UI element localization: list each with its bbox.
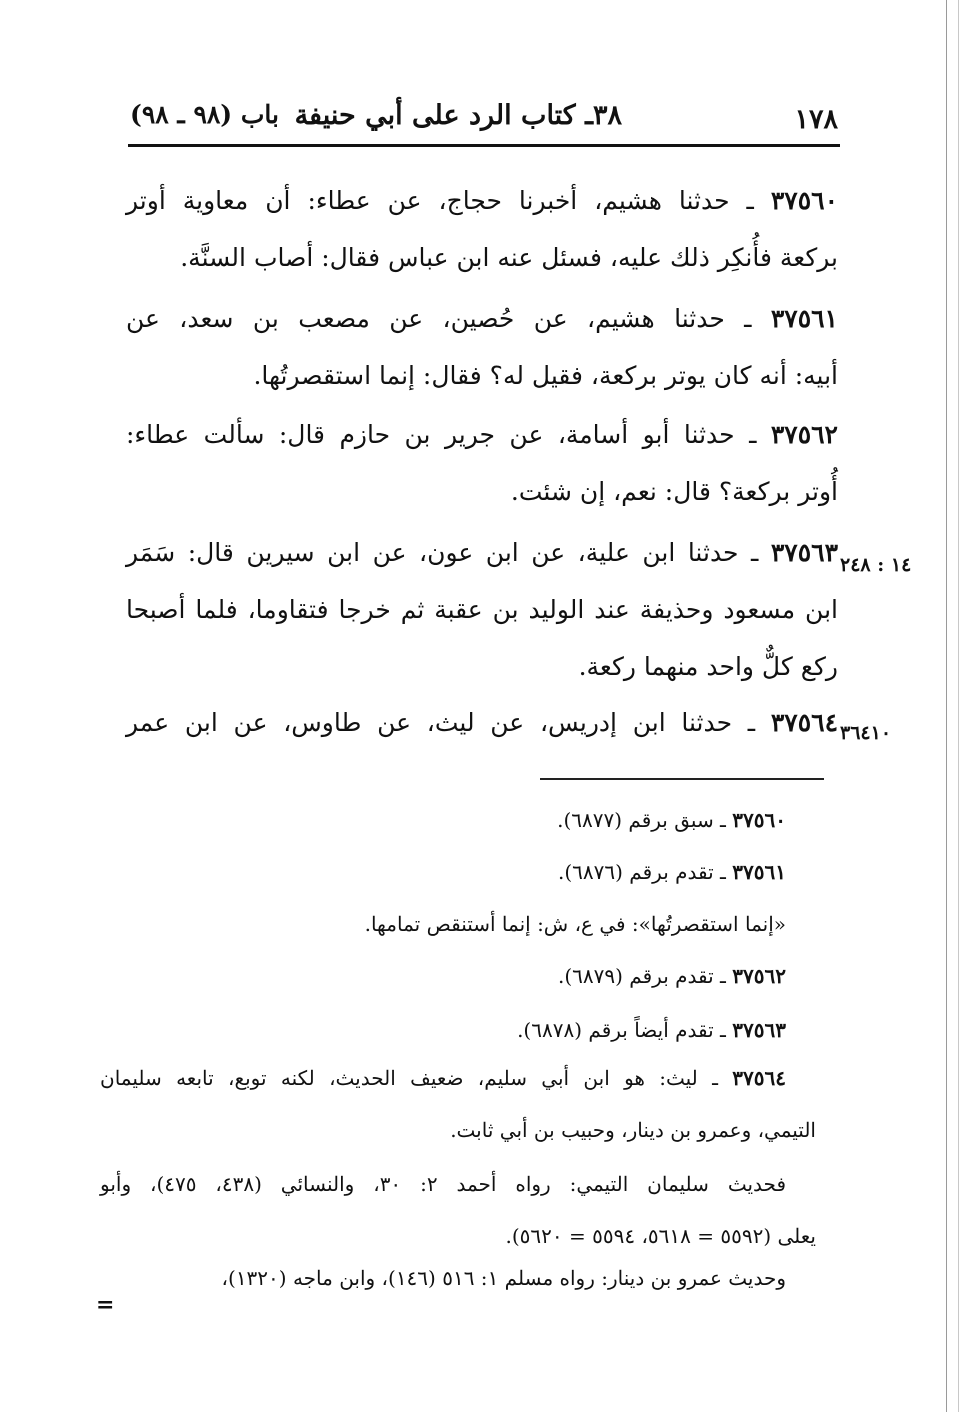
hadith-line: ٣٧٥٦١ ـ حدثنا هشيم، عن حُصين، عن مصعب بن سعد، عن <box>126 304 838 333</box>
footnote: ٣٧٥٦٢ ـ تقدم برقم (٦٨٧٩). <box>558 964 786 988</box>
footnote: ٣٧٥٦٤ ـ ليث: هو ابن أبي سليم، ضعيف الحديث، لكنه توبع، تابعه سليمان التيمي، وعمرو بن دينار، وحبيب بن أبي ثابت. <box>100 1052 816 1156</box>
hadith-line: ٣٧٥٦٣ ـ حدثنا ابن علية، عن ابن عون، عن ابن سيرين قال: سَمَر <box>126 538 838 567</box>
footnote: «إنما استقصرتُها»: في ع، ش: إنما أستنقص تمامها. <box>364 912 786 936</box>
hadith-line: ابن مسعود وحذيفة عند الوليد بن عقبة ثم خرجا فتقاوما، فلما أصبحا <box>126 595 838 624</box>
hadith-line: ٣٧٥٦٤ ـ حدثنا ابن إدريس، عن ليث، عن طاوس، عن ابن عمر <box>126 708 838 737</box>
hadith-entry <box>126 694 838 751</box>
footnote-separator <box>540 778 824 780</box>
hadith-number: ٣٧٥٦٤ <box>770 708 838 737</box>
margin-reference: ١٤ : ٢٤٨ <box>840 554 912 576</box>
hadith-line: ركع كلٌّ واحد منهما ركعة. <box>578 652 838 681</box>
footnote <box>100 1158 816 1262</box>
hadith-number: ٣٧٥٦٠ <box>770 186 838 215</box>
hadith-line: ٣٧٥٦٠ ـ حدثنا هشيم، أخبرنا حجاج، عن عطاء: أن معاوية أوتر <box>126 186 838 215</box>
footnote-line: يعلى (٥٥٩٢ = ٥٦١٨، ٥٥٩٤ = ٥٦٢٠). <box>505 1224 816 1248</box>
footnote-number: ٣٧٥٦٣ <box>732 1018 786 1042</box>
hadith-number: ٣٧٥٦١ <box>770 304 838 333</box>
footnote-number: ٣٧٥٦٢ <box>732 964 786 988</box>
footnote-number: ٣٧٥٦٠ <box>732 808 786 832</box>
footnote: ٣٧٥٦١ ـ تقدم برقم (٦٨٧٦). <box>558 860 786 884</box>
footnote <box>100 1252 816 1304</box>
hadith-number: ٣٧٥٦٢ <box>770 420 838 449</box>
hadith-line: أبيه: أنه كان يوتر بركعة، فقيل له؟ فقال: إنما استقصرتُها. <box>253 361 838 390</box>
book-title: ٣٨ـ كتاب الرد على أبي حنيفة <box>294 100 622 131</box>
running-header <box>128 100 840 140</box>
continuation-mark: = <box>96 1292 115 1318</box>
hadith-line: ٣٧٥٦٢ ـ حدثنا أبو أسامة، عن جرير بن حازم قال: سألت عطاء: <box>126 420 838 449</box>
footnote: ٣٧٥٦٣ ـ تقدم أيضاً برقم (٦٨٧٨). <box>517 1018 786 1042</box>
hadith-entry <box>126 172 838 286</box>
footnote-line: التيمي، وعمرو بن دينار، وحبيب بن أبي ثابت. <box>450 1118 816 1142</box>
hadith-entry <box>126 406 838 520</box>
hadith-line: أُوتر بركعة؟ قال: نعم، إن شئت. <box>510 477 838 506</box>
header-rule <box>128 144 840 147</box>
footnote-line: فحديث سليمان التيمي: رواه أحمد ٢: ٣٠، والنسائي (٤٣٨، ٤٧٥)، وأبو <box>100 1172 786 1196</box>
hadith-line: بركعة فأُنكِر ذلك عليه، فسئل عنه ابن عباس فقال: أصاب السنَّة. <box>180 243 838 272</box>
footnote-line: وحديث عمرو بن دينار: رواه مسلم ١: ٥١٦ (١٤٦)، وابن ماجه (١٣٢٠)، <box>221 1266 786 1290</box>
footnote-number: ٣٧٥٦٤ <box>732 1066 787 1090</box>
page-edge-line <box>946 0 947 1412</box>
footnote-number: ٣٧٥٦١ <box>732 860 786 884</box>
footnote: ٣٧٥٦٠ ـ سبق برقم (٦٨٧٧). <box>557 808 786 832</box>
hadith-entry <box>126 524 838 695</box>
chapter-label: باب (٩٨ ـ ٩٨) <box>130 100 279 129</box>
hadith-entry <box>126 290 838 404</box>
page-edge-line-outer <box>958 0 959 1412</box>
margin-reference: ٣٦٤١٠ <box>840 722 892 744</box>
page-number: ١٧٨ <box>794 104 838 135</box>
hadith-number: ٣٧٥٦٣ <box>770 538 838 567</box>
